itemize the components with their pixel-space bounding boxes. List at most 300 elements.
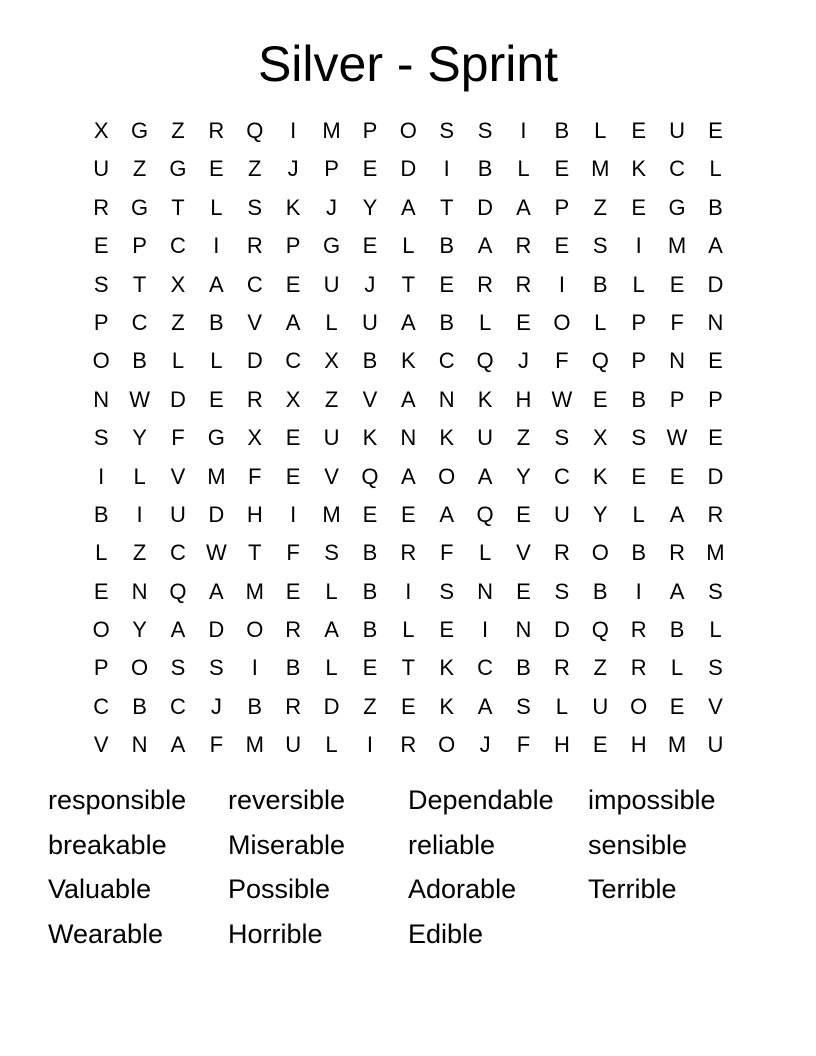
grid-letter: B — [362, 617, 378, 643]
grid-letter: U — [323, 425, 340, 451]
grid-letter: Z — [171, 118, 185, 143]
grid-letter: E — [285, 425, 301, 451]
grid-letter: E — [669, 693, 685, 719]
grid-letter: A — [477, 233, 493, 259]
word-list-item: reliable — [408, 829, 496, 860]
grid-letter: T — [132, 271, 147, 297]
grid-letter: S — [324, 540, 339, 566]
grid-letter: B — [285, 655, 301, 681]
grid-letter: R — [515, 233, 532, 259]
grid-letter: O — [92, 348, 110, 374]
word-list-item: responsible — [48, 785, 187, 815]
word-list-item: breakable — [48, 829, 167, 860]
grid-letter: E — [285, 271, 301, 297]
grid-letter: U — [285, 732, 302, 758]
grid-letter: E — [708, 118, 723, 143]
grid-row — [82, 458, 735, 496]
grid-letter: E — [362, 655, 378, 681]
grid-row — [82, 304, 735, 342]
word-list-item: Adorable — [408, 874, 517, 904]
grid-letter: K — [285, 194, 301, 220]
grid-letter: B — [477, 156, 493, 182]
grid-letter: C — [477, 655, 494, 681]
grid-letter: J — [479, 732, 491, 758]
grid-letter: A — [708, 233, 723, 259]
grid-letter: L — [632, 271, 645, 297]
grid-letter: B — [592, 578, 608, 604]
grid-letter: E — [362, 233, 378, 259]
grid-letter: P — [93, 655, 109, 681]
grid-letter: Z — [171, 309, 185, 335]
grid-letter: R — [707, 501, 724, 527]
grid-letter: A — [209, 271, 224, 297]
grid-letter: X — [170, 271, 186, 297]
grid-letter: F — [171, 425, 185, 451]
grid-letter: R — [669, 540, 685, 566]
grid-letter: K — [592, 463, 608, 489]
grid-letter: L — [478, 540, 492, 566]
grid-letter: K — [439, 425, 455, 451]
grid-letter: H — [246, 501, 263, 527]
grid-letter: M — [667, 732, 687, 758]
grid-letter: O — [630, 693, 648, 719]
grid-letter: B — [362, 540, 378, 566]
grid-letter: B — [669, 617, 685, 643]
grid-letter: Y — [132, 425, 147, 451]
grid-letter: A — [669, 501, 685, 527]
grid-letter: E — [708, 425, 723, 451]
word-list-item: Edible — [408, 918, 484, 949]
grid-letter: A — [439, 501, 455, 527]
grid-letter: D — [553, 617, 570, 643]
grid-letter: I — [290, 118, 297, 143]
word-list-item: Miserable — [228, 829, 346, 860]
grid-letter: G — [169, 156, 187, 182]
grid-letter: S — [516, 693, 531, 719]
grid-letter: E — [516, 578, 531, 604]
grid-row — [82, 419, 735, 457]
grid-letter: E — [631, 118, 646, 143]
word-list-item: reversible — [228, 785, 346, 815]
grid-letter: I — [405, 578, 412, 604]
grid-letter: J — [210, 693, 222, 719]
grid-letter: V — [324, 463, 339, 489]
grid-letter: V — [362, 386, 378, 412]
grid-letter: Y — [362, 194, 378, 220]
grid-letter: Y — [516, 463, 531, 489]
grid-row — [82, 266, 735, 304]
grid-letter: G — [322, 233, 341, 259]
grid-letter: R — [630, 617, 647, 643]
grid-letter: Z — [324, 386, 339, 412]
grid-letter: E — [362, 501, 378, 527]
grid-letter: E — [669, 271, 685, 297]
grid-letter: B — [132, 693, 147, 719]
grid-letter: X — [93, 118, 109, 143]
grid-letter: L — [325, 732, 338, 758]
grid-letter: Z — [363, 693, 377, 719]
grid-letter: V — [516, 540, 531, 566]
grid-letter: E — [285, 578, 301, 604]
grid-letter: O — [438, 732, 456, 758]
grid-letter: X — [285, 386, 301, 412]
grid-letter: S — [592, 233, 608, 259]
grid-letter: M — [322, 118, 341, 143]
grid-letter: R — [285, 693, 302, 719]
grid-letter: D — [477, 194, 494, 220]
grid-letter: H — [630, 732, 647, 758]
grid-letter: S — [554, 425, 570, 451]
grid-letter: N — [438, 386, 455, 412]
grid-letter: D — [208, 617, 225, 643]
grid-letter: A — [516, 194, 531, 220]
grid-letter: U — [553, 501, 570, 527]
grid-letter: A — [400, 194, 416, 220]
grid-letter: E — [285, 463, 301, 489]
grid-letter: E — [516, 501, 531, 527]
grid-letter: A — [400, 463, 416, 489]
grid-letter: K — [439, 693, 455, 719]
grid-letter: E — [400, 693, 416, 719]
grid-letter: P — [631, 309, 646, 335]
grid-letter: B — [439, 309, 455, 335]
grid-letter: G — [131, 194, 149, 220]
word-list — [48, 778, 768, 956]
grid-row — [82, 611, 735, 649]
grid-letter: S — [170, 655, 186, 681]
grid-letter: B — [132, 348, 147, 374]
grid-letter: L — [709, 156, 722, 182]
grid-letter: E — [400, 501, 416, 527]
grid-letter: A — [170, 617, 186, 643]
page-title: Silver - Sprint — [257, 36, 559, 92]
grid-letter: O — [553, 309, 571, 335]
grid-letter: I — [443, 156, 450, 182]
grid-letter: P — [362, 118, 378, 143]
grid-letter: O — [591, 540, 609, 566]
grid-letter: L — [402, 233, 415, 259]
grid-letter: A — [477, 463, 493, 489]
grid-letter: S — [209, 655, 224, 681]
grid-letter: G — [668, 194, 686, 220]
grid-letter: D — [170, 386, 186, 412]
grid-letter: L — [632, 501, 645, 527]
grid-letter: E — [362, 156, 378, 182]
grid-letter: A — [400, 309, 416, 335]
grid-letter: R — [477, 271, 494, 297]
grid-letter: T — [248, 540, 262, 566]
grid-letter: U — [170, 501, 186, 527]
grid-letter: T — [171, 194, 185, 220]
grid-row — [82, 189, 735, 227]
grid-letter: J — [364, 271, 376, 297]
grid-letter: L — [171, 348, 185, 374]
grid-letter: E — [631, 194, 646, 220]
grid-letter: E — [209, 156, 224, 182]
grid-letter: E — [93, 233, 109, 259]
grid-letter: M — [591, 156, 610, 182]
grid-letter: I — [520, 118, 527, 143]
grid-letter: I — [482, 617, 489, 643]
grid-letter: W — [551, 386, 573, 412]
grid-letter: S — [93, 425, 109, 451]
grid-letter: A — [400, 386, 416, 412]
grid-letter: I — [558, 271, 565, 297]
grid-letter: L — [594, 118, 607, 143]
grid-letter: A — [669, 578, 685, 604]
grid-letter: C — [93, 693, 110, 719]
grid-row — [82, 649, 735, 687]
grid-letter: N — [131, 732, 148, 758]
grid-letter: U — [93, 156, 110, 182]
grid-letter: M — [322, 501, 341, 527]
grid-letter: S — [439, 578, 455, 604]
grid-letter: B — [362, 578, 378, 604]
grid-letter: L — [478, 309, 492, 335]
grid-letter: E — [592, 732, 608, 758]
grid-letter: Q — [591, 348, 609, 374]
grid-letter: R — [208, 118, 225, 143]
grid-letter: P — [93, 309, 109, 335]
grid-letter: O — [246, 617, 264, 643]
word-list-item: Wearable — [48, 918, 164, 949]
grid-letter: R — [246, 386, 263, 412]
grid-letter: C — [553, 463, 570, 489]
grid-letter: E — [592, 386, 608, 412]
grid-letter: Y — [132, 617, 147, 643]
grid-letter: R — [553, 540, 570, 566]
grid-letter: R — [400, 540, 417, 566]
grid-letter: C — [131, 309, 148, 335]
grid-letter: K — [400, 348, 416, 374]
grid-letter: L — [210, 194, 223, 220]
grid-row — [82, 381, 735, 419]
grid-row — [82, 688, 735, 726]
grid-letter: E — [439, 271, 455, 297]
grid-letter: R — [630, 655, 647, 681]
grid-letter: E — [669, 463, 685, 489]
grid-letter: A — [209, 578, 224, 604]
grid-row — [82, 726, 735, 764]
grid-letter: U — [669, 118, 685, 143]
grid-letter: L — [594, 309, 607, 335]
grid-letter: B — [592, 271, 608, 297]
grid-letter: L — [325, 655, 338, 681]
grid-letter: C — [170, 693, 186, 719]
grid-letter: F — [286, 540, 300, 566]
grid-letter: P — [285, 233, 301, 259]
grid-letter: I — [213, 233, 220, 259]
grid-letter: K — [631, 156, 646, 182]
grid-letter: B — [209, 309, 224, 335]
grid-letter: C — [170, 540, 186, 566]
grid-letter: M — [667, 233, 687, 259]
grid-row — [82, 150, 735, 188]
grid-letter: G — [131, 118, 149, 143]
grid-letter: A — [324, 617, 339, 643]
grid-letter: E — [439, 617, 455, 643]
grid-letter: D — [707, 271, 724, 297]
grid-letter: I — [635, 578, 642, 604]
grid-letter: A — [285, 309, 301, 335]
grid-letter: G — [207, 425, 225, 451]
grid-letter: M — [245, 578, 264, 604]
grid-letter: O — [438, 463, 456, 489]
grid-letter: V — [93, 732, 109, 758]
grid-letter: D — [707, 463, 724, 489]
grid-row — [82, 227, 735, 265]
grid-letter: W — [205, 540, 227, 566]
grid-letter: R — [400, 732, 417, 758]
grid-letter: O — [131, 655, 149, 681]
word-list-item: sensible — [588, 829, 688, 860]
grid-letter: P — [132, 233, 147, 259]
grid-letter: N — [93, 386, 110, 412]
grid-letter: Q — [591, 617, 609, 643]
grid-letter: H — [515, 386, 532, 412]
grid-letter: R — [553, 655, 570, 681]
grid-letter: X — [247, 425, 263, 451]
grid-letter: B — [631, 540, 646, 566]
grid-letter: R — [246, 233, 263, 259]
grid-letter: L — [325, 578, 338, 604]
grid-letter: X — [592, 425, 608, 451]
grid-letter: Q — [476, 348, 494, 374]
grid-letter: M — [706, 540, 725, 566]
grid-letter: A — [477, 693, 493, 719]
grid-letter: V — [247, 309, 263, 335]
grid-letter: J — [517, 348, 529, 374]
grid-letter: L — [133, 463, 146, 489]
grid-letter: Z — [593, 194, 607, 220]
grid-letter: S — [247, 194, 263, 220]
grid-letter: D — [400, 156, 417, 182]
grid-letter: F — [248, 463, 262, 489]
grid-letter: E — [554, 233, 570, 259]
grid-letter: A — [170, 732, 186, 758]
grid-letter: V — [708, 693, 723, 719]
grid-letter: L — [210, 348, 223, 374]
grid-letter: U — [477, 425, 494, 451]
grid-letter: K — [362, 425, 378, 451]
grid-letter: E — [708, 348, 723, 374]
grid-letter: I — [366, 732, 373, 758]
grid-letter: L — [555, 693, 568, 719]
grid-letter: P — [631, 348, 646, 374]
grid-letter: I — [290, 501, 297, 527]
grid-letter: J — [287, 156, 299, 182]
grid-letter: E — [93, 578, 109, 604]
grid-letter: K — [439, 655, 455, 681]
grid-letter: T — [401, 271, 416, 297]
grid-letter: L — [95, 540, 108, 566]
grid-letter: L — [325, 309, 338, 335]
grid-letter: B — [516, 655, 531, 681]
word-list-item: impossible — [588, 785, 716, 815]
grid-row — [82, 573, 735, 611]
grid-row — [82, 534, 735, 572]
grid-letter: N — [669, 348, 685, 374]
word-list-item: Dependable — [408, 785, 554, 815]
grid-letter: E — [631, 463, 646, 489]
grid-letter: N — [477, 578, 494, 604]
grid-letter: L — [517, 156, 530, 182]
grid-letter: Z — [516, 425, 531, 451]
letter-grid — [82, 112, 735, 765]
grid-letter: T — [401, 655, 416, 681]
grid-letter: Q — [476, 501, 494, 527]
grid-letter: W — [666, 425, 688, 451]
grid-letter: R — [93, 194, 110, 220]
grid-letter: Z — [593, 655, 607, 681]
grid-row — [82, 496, 735, 534]
grid-letter: B — [247, 693, 263, 719]
grid-letter: Z — [132, 156, 147, 182]
grid-letter: I — [136, 501, 143, 527]
grid-row — [82, 112, 735, 150]
grid-letter: R — [515, 271, 532, 297]
grid-letter: P — [708, 386, 723, 412]
grid-letter: T — [439, 194, 454, 220]
grid-letter: B — [439, 233, 455, 259]
word-list-item: Terrible — [588, 874, 677, 904]
grid-letter: H — [553, 732, 570, 758]
grid-letter: P — [554, 194, 570, 220]
grid-letter: X — [324, 348, 339, 374]
word-list-item: Valuable — [48, 874, 152, 904]
grid-letter: J — [326, 194, 338, 220]
grid-letter: C — [438, 348, 455, 374]
grid-letter: U — [323, 271, 340, 297]
grid-letter: Q — [169, 578, 187, 604]
grid-letter: N — [131, 578, 148, 604]
grid-letter: O — [92, 617, 110, 643]
grid-letter: N — [515, 617, 532, 643]
grid-letter: U — [361, 309, 378, 335]
grid-letter: U — [592, 693, 609, 719]
grid-letter: P — [324, 156, 339, 182]
grid-letter: F — [555, 348, 569, 374]
grid-letter: E — [209, 386, 224, 412]
grid-letter: I — [635, 233, 642, 259]
grid-letter: C — [170, 233, 186, 259]
grid-letter: C — [669, 156, 685, 182]
grid-letter: R — [285, 617, 302, 643]
grid-letter: S — [439, 118, 455, 143]
grid-letter: B — [93, 501, 109, 527]
grid-letter: Q — [246, 118, 264, 143]
grid-letter: Y — [592, 501, 608, 527]
grid-letter: D — [208, 501, 225, 527]
grid-letter: S — [477, 118, 493, 143]
grid-letter: V — [170, 463, 186, 489]
grid-letter: M — [245, 732, 264, 758]
grid-letter: Z — [132, 540, 147, 566]
grid-letter: U — [707, 732, 724, 758]
grid-letter: L — [402, 617, 415, 643]
grid-letter: B — [631, 386, 646, 412]
grid-letter: D — [323, 693, 340, 719]
grid-letter: M — [207, 463, 226, 489]
grid-letter: W — [129, 386, 150, 412]
grid-letter: S — [93, 271, 109, 297]
grid-letter: D — [246, 348, 263, 374]
grid-letter: C — [285, 348, 302, 374]
grid-letter: K — [477, 386, 493, 412]
grid-letter: E — [516, 309, 531, 335]
grid-letter: N — [400, 425, 417, 451]
grid-letter: O — [399, 118, 417, 143]
